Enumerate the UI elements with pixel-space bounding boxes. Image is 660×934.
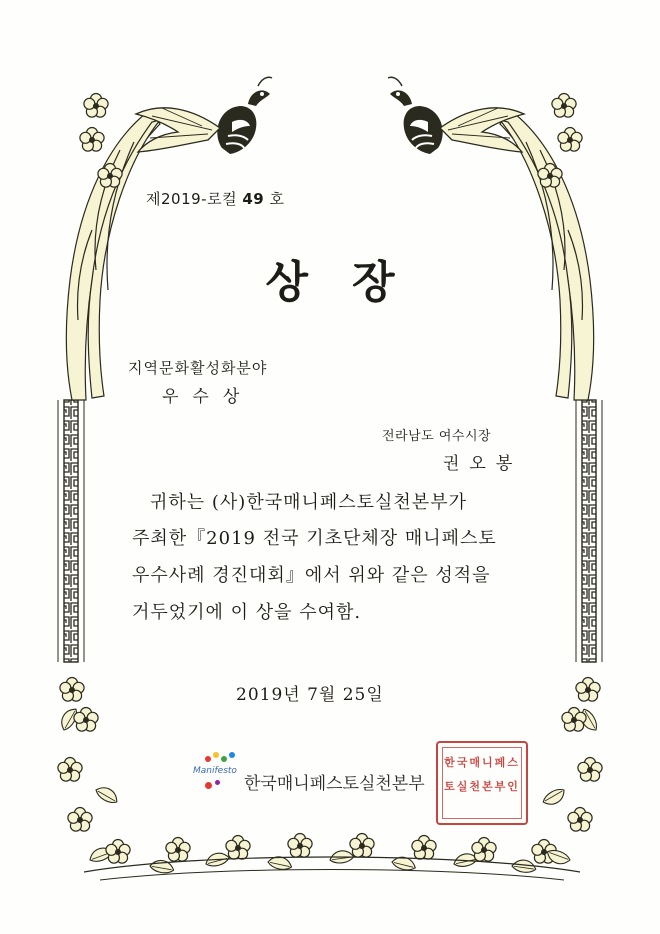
body-line-4: 거두었기에 이 상을 수여함.	[132, 602, 362, 623]
certificate-number-value: 49	[242, 190, 265, 208]
recipient-name: 권오봉	[443, 454, 523, 474]
award-category: 지역문화활성화분야	[128, 359, 268, 377]
recipient-title: 전라남도 여수시장	[382, 429, 492, 444]
seal-text: 한국매니페스토실천본부인	[444, 756, 520, 793]
award-name: 우수상	[162, 387, 254, 407]
issue-date: 2019년 7월 25일	[236, 685, 384, 705]
certificate-number-suffix: 호	[269, 190, 285, 208]
certificate-number-prefix: 제2019-로컬	[146, 190, 238, 208]
manifesto-brand-text: Manifesto	[193, 766, 237, 776]
official-seal-icon	[436, 741, 528, 825]
body-line-1: 귀하는 (사)한국매니페스토실천본부가	[150, 492, 467, 513]
certificate-number	[146, 188, 285, 209]
certificate-title: 상장	[265, 257, 439, 308]
body-line-2: 주최한『2019 전국 기초단체장 매니페스토	[132, 528, 497, 549]
issuer-name: 한국매니페스토실천본부	[244, 774, 425, 794]
body-line-3: 우수사례 경진대회』에서 위와 같은 성적을	[132, 565, 491, 586]
